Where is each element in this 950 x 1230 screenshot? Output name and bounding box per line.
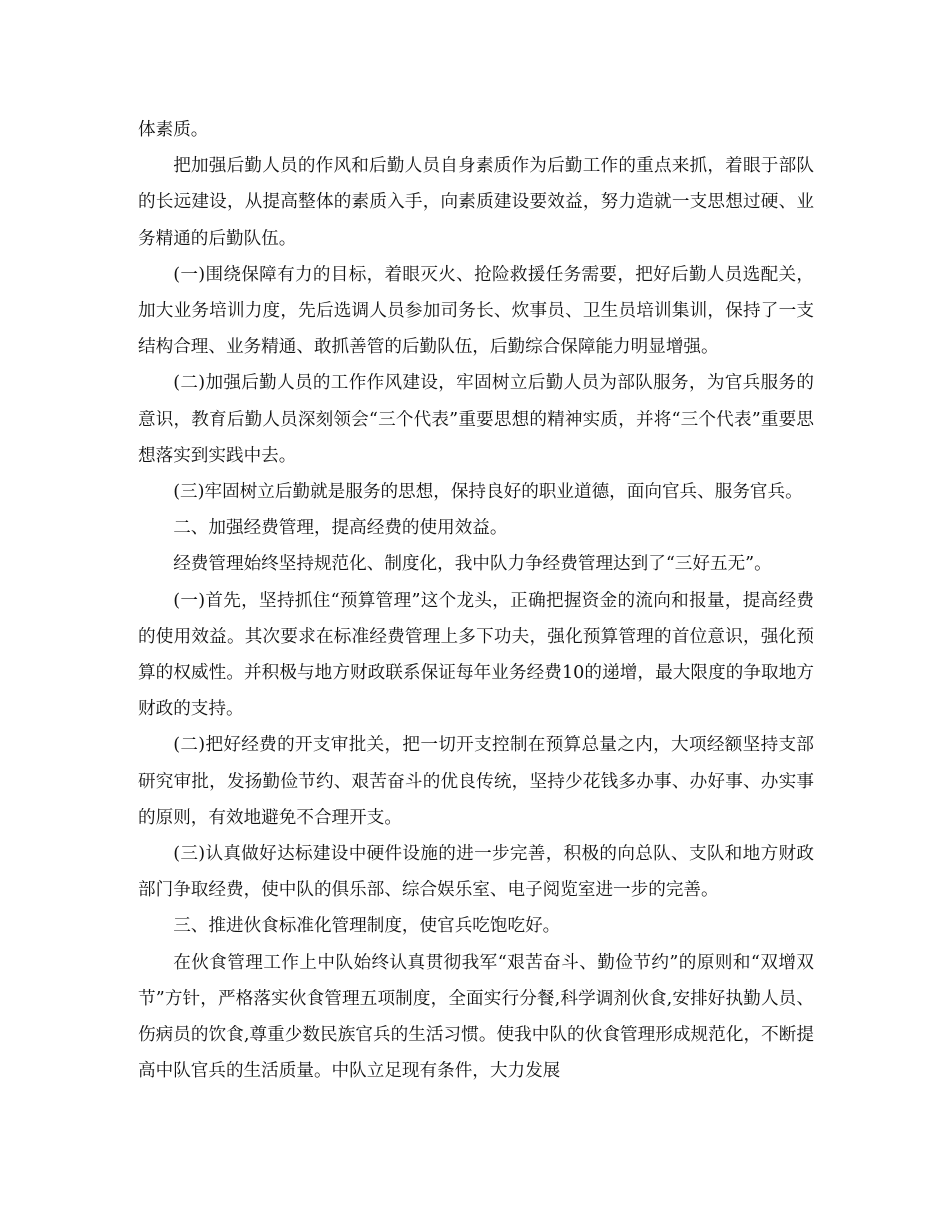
paragraph-7: 经费管理始终坚持规范化、制度化，我中队力争经费管理达到了“三好五无”。 bbox=[173, 554, 772, 575]
paragraph-8: (一)首先，坚持抓住“预算管理”这个龙头，正确把握资金的流向和报量，提高经费的使用效益。其次要求在标准经费管理上多下功夫，强化预算管理的首位意识，强化预算的权威性。并积极与地方财政联系保证每年业务经费10的递增，最大限度的争取地方财政的支持。 bbox=[138, 590, 814, 720]
paragraph-1: 体素质。 bbox=[138, 120, 209, 140]
paragraph-12: 在伙食管理工作上中队始终认真贯彻我军“艰苦奋斗、勤俭节约”的原则和“双增双节”方针，严格落实伙食管理五项制度，全面实行分餐,科学调剂伙食,安排好执勤人员、伤病员的饮食,尊重少数民族官兵的生活习惯。使我中队的伙食管理形成规范化，不断提高中队官兵的生活质量。中队立足现有条件，大力发展 bbox=[138, 952, 814, 1082]
section-heading-3: 三、推进伙食标准化管理制度，使官兵吃饱吃好。 bbox=[173, 916, 561, 937]
paragraph-4: (二)加强后勤人员的工作作风建设，牢固树立后勤人员为部队服务，为官兵服务的意识，教育后勤人员深刻领会“三个代表”重要思想的精神实质，并将“三个代表”重要思想落实到实践中去。 bbox=[138, 373, 814, 466]
paragraph-5: (三)牢固树立后勤就是服务的思想，保持良好的职业道德，面向官兵、服务官兵。 bbox=[173, 482, 803, 503]
paragraph-10: (三)认真做好达标建设中硬件设施的进一步完善，积极的向总队、支队和地方财政部门争取经费，使中队的俱乐部、综合娱乐室、电子阅览室进一步的完善。 bbox=[138, 844, 814, 901]
paragraph-9: (二)把好经费的开支审批关，把一切开支控制在预算总量之内，大项经额坚持支部研究审批，发扬勤俭节约、艰苦奋斗的优良传统，坚持少花钱多办事、办好事、办实事的原则，有效地避免不合理开支。 bbox=[138, 735, 814, 828]
paragraph-3: (一)围绕保障有力的目标，着眼灭火、抢险救援任务需要，把好后勤人员选配关，加大业务培训力度，先后选调人员参加司务长、炊事员、卫生员培训集训，保持了一支结构合理、业务精通、敢抓善管的后勤队伍，后勤综合保障能力明显增强。 bbox=[138, 264, 814, 358]
paragraph-2: 把加强后勤人员的作风和后勤人员自身素质作为后勤工作的重点来抓，着眼于部队的长远建设，从提高整体的素质入手，向素质建设要效益，努力造就一支思想过硬、业务精通的后勤队伍。 bbox=[138, 156, 814, 249]
section-heading-2: 二、加强经费管理，提高经费的使用效益。 bbox=[173, 518, 508, 539]
document-body bbox=[138, 112, 814, 1089]
